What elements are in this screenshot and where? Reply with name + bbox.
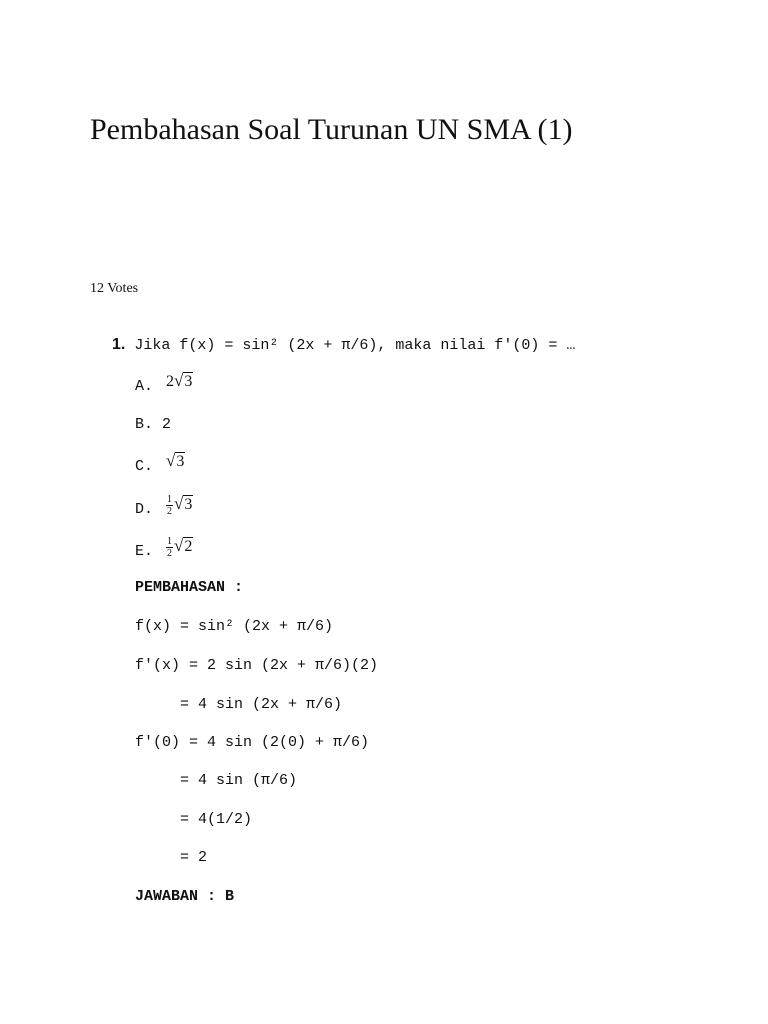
solution-line: = 4(1/2) [180, 811, 253, 828]
option-label: E. [135, 543, 154, 561]
solution-line: = 4 sin (2x + π/6) [180, 696, 343, 713]
votes-count: 12 Votes [90, 281, 139, 296]
option-radicand: 3 [184, 373, 193, 390]
fraction-denominator: 2 [167, 548, 173, 559]
question-line [112, 336, 575, 355]
option-radicand: 3 [176, 453, 185, 470]
solution-line: = 4 sin (π/6) [180, 772, 298, 789]
option-value [166, 537, 193, 558]
square-root: √3 [174, 371, 193, 390]
solution-heading: PEMBAHASAN : [135, 579, 244, 596]
option-label: A. [135, 378, 154, 395]
option-radicand: 3 [184, 496, 193, 514]
option-c [135, 451, 185, 476]
option-value [166, 372, 193, 391]
option-label: C. [135, 458, 154, 475]
option-label: B. [135, 416, 154, 433]
square-root: √3 [166, 451, 185, 470]
fraction-denominator: 2 [167, 506, 173, 517]
option-value: 2 [162, 416, 172, 433]
option-e [135, 536, 193, 562]
solution-line: = 2 [180, 849, 208, 866]
question-number: 1. [112, 336, 126, 353]
option-label: D. [135, 501, 154, 519]
answer-line: JAWABAN : B [135, 888, 235, 905]
solution-line: f(x) = sin² (2x + π/6) [135, 618, 334, 635]
option-d [135, 494, 193, 520]
option-a [135, 371, 193, 396]
solution-line: f'(0) = 4 sin (2(0) + π/6) [135, 734, 370, 751]
option-radicand: 2 [184, 538, 193, 556]
fraction [166, 495, 173, 516]
solution-line: f'(x) = 2 sin (2x + π/6)(2) [135, 657, 379, 674]
page-title: Pembahasan Soal Turunan UN SMA (1) [90, 113, 573, 146]
option-coefficient: 2 [166, 373, 175, 390]
option-value [166, 452, 185, 471]
fraction-numerator: 1 [167, 536, 173, 547]
square-root: √3 [174, 494, 193, 514]
question-text: Jika f(x) = sin² (2x + π/6), maka nilai f'(0) = … [134, 337, 576, 354]
option-b [135, 416, 171, 434]
fraction [166, 537, 173, 558]
square-root: √2 [174, 536, 193, 556]
option-value [166, 495, 193, 516]
fraction-numerator: 1 [167, 494, 173, 505]
